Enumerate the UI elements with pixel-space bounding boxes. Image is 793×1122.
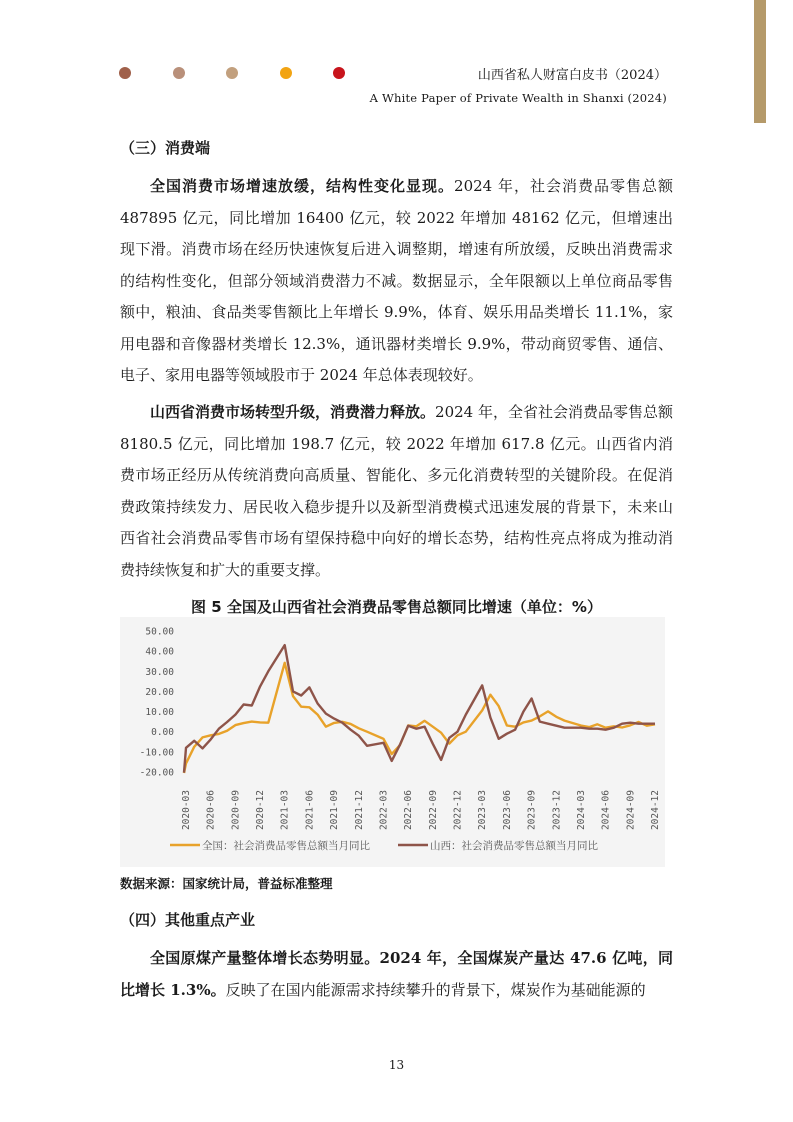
y-tick-label: -20.00 (139, 767, 174, 779)
x-tick-label: 2021-06 (304, 790, 316, 831)
header-title-cn: 山西省私人财富白皮书（2024） (477, 68, 667, 83)
x-tick-label: 2020-12 (255, 790, 267, 831)
section-3-heading: （三）消费端 (120, 139, 211, 157)
data-source-note: 数据来源：国家统计局，普益标准整理 (120, 876, 333, 891)
y-tick-label: 40.00 (145, 646, 174, 658)
section-4-heading: （四）其他重点产业 (120, 911, 256, 929)
y-tick-label: 50.00 (145, 626, 174, 638)
x-tick-label: 2022-03 (378, 790, 390, 831)
legend-label-shanxi: 山西：社会消费品零售总额当月同比 (430, 840, 598, 852)
y-tick-label: 0.00 (151, 727, 174, 739)
x-tick-label: 2021-12 (353, 790, 365, 831)
paragraph-1-body: 2024 年，社会消费品零售总额 487895 亿元，同比增加 16400 亿元，较 2022 年增加 48162 亿元，但增速出现下滑。消费市场在经历快速恢复后进入调整期，增速有所放缓，反映出消费需求的结构性变化，但部分领域消费潜力不减。数据显示，全年限额以上单位商品零售额中，粮油、食品类零售额比上年增长 9.9%，体育、娱乐用品类增长 11.1%，家用电器和音像器材类增长 12.3%，通讯器材类增长 9.9%，带动商贸零售、通信、电子、家用电器等领域股市于 2024 年总体表现较好。 (120, 177, 673, 384)
x-tick-label: 2023-12 (551, 790, 563, 831)
x-tick-label: 2023-03 (477, 790, 489, 831)
figure-caption: 图 5 全国及山西省社会消费品零售总额同比增速（单位：%） (191, 598, 602, 616)
chart-svg (120, 617, 665, 867)
x-tick-label: 2020-06 (205, 790, 217, 831)
x-tick-label: 2024-09 (625, 790, 637, 831)
x-tick-label: 2024-06 (600, 790, 612, 831)
y-tick-label: -10.00 (139, 747, 174, 759)
section-4-paragraph-1 (120, 943, 673, 1006)
x-tick-label: 2020-09 (230, 790, 242, 831)
paragraph-2-body: 2024 年，全省社会消费品零售总额 8180.5 亿元，同比增加 198.7 亿元，较 2022 年增加 617.8 亿元。山西省内消费市场正经历从传统消费向高质量、智能化、多元化消费转型的关键阶段。在促消费政策持续发力、居民收入稳步提升以及新型消费模式迅速发展的背景下，未来山西省社会消费品零售市场有望保持稳中向好的增长态势，结构性亮点将成为推动消费持续恢复和扩大的重要支撑。 (120, 403, 673, 579)
legend-label-national: 全国：社会消费品零售总额当月同比 (202, 840, 370, 852)
x-tick-label: 2024-03 (575, 790, 587, 831)
section-4-lead: 全国原煤产量整体增长态势明显。2024 年，全国煤炭产量达 47.6 亿吨，同比增长 1.3%。 (120, 949, 673, 999)
dot-5 (333, 67, 345, 79)
y-tick-label: 20.00 (145, 686, 174, 698)
decorative-dots (119, 67, 359, 79)
dot-1 (119, 67, 131, 79)
section-3-paragraph-1 (120, 171, 673, 392)
x-tick-label: 2021-03 (279, 790, 291, 831)
y-tick-label: 30.00 (145, 666, 174, 678)
x-tick-label: 2023-09 (526, 790, 538, 831)
y-tick-label: 10.00 (145, 707, 174, 719)
x-tick-label: 2023-06 (501, 790, 513, 831)
x-tick-label: 2022-12 (452, 790, 464, 831)
x-tick-label: 2022-09 (427, 790, 439, 831)
series-line-national (184, 663, 655, 773)
header-title-en: A White Paper of Private Wealth in Shanxi (2024) (369, 91, 667, 105)
x-tick-label: 2021-09 (329, 790, 341, 831)
dot-2 (173, 67, 185, 79)
line-chart (120, 617, 665, 867)
page-number: 13 (388, 1058, 405, 1072)
x-tick-label: 2020-03 (181, 790, 192, 831)
paragraph-1-lead: 全国消费市场增速放缓，结构性变化显现。 (150, 177, 455, 195)
x-tick-label: 2024-12 (650, 790, 661, 831)
accent-side-bar (754, 0, 766, 123)
section-3-paragraph-2 (120, 397, 673, 586)
dot-3 (226, 67, 238, 79)
series-line-shanxi (184, 645, 655, 773)
section-4-body: 反映了在国内能源需求持续攀升的背景下，煤炭作为基础能源的 (225, 980, 646, 999)
dot-4 (280, 67, 292, 79)
paragraph-2-lead: 山西省消费市场转型升级，消费潜力释放。 (150, 403, 436, 421)
x-tick-label: 2022-06 (403, 790, 415, 831)
